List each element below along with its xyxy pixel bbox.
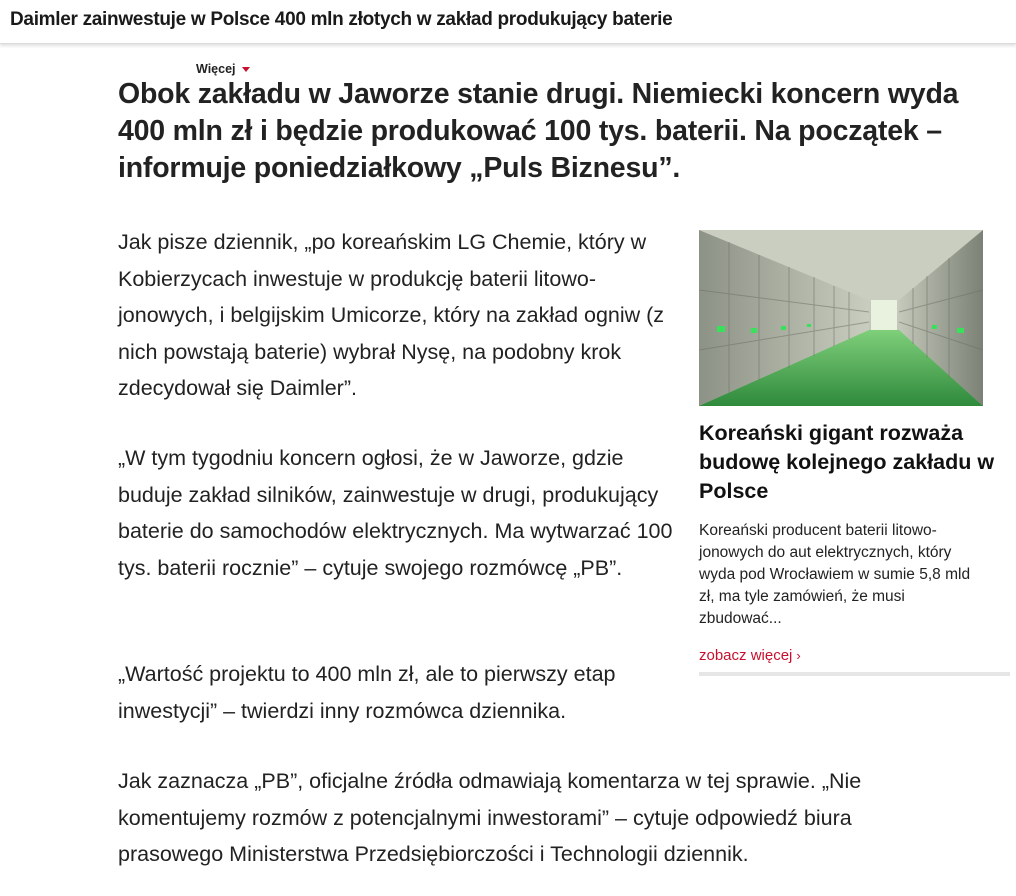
article-paragraph: Jak zaznacza „PB”, oficjalne źródła odmawiają komentarza w tej sprawie. „Nie komentujemy rozmów z potencjalnymi inwestorami” – cytuje odpowiedź biura prasowego Ministerstwa Przedsiębiorczości i Technologii dziennik. <box>118 769 862 866</box>
related-article-title[interactable]: Koreański gigant rozważa budowę kolejnego zakładu w Polsce <box>699 421 995 503</box>
article-lead: Obok zakładu w Jaworze stanie drugi. Niemiecki koncern wyda 400 mln zł i będzie produkować 100 tys. baterii. Na początek – informuje poniedziałkowy „Puls Biznesu”. <box>118 78 959 184</box>
article-paragraph: Jak pisze dziennik, „po koreańskim LG Chemie, który w Kobierzycach inwestuje w produkcję baterii litowo-jonowych, i belgijskim Umicorze, który na zakład ogniw (z nich powstają baterie) wybrał Nysę, na podobny krok zdecydował się Daimler”. <box>118 230 665 400</box>
page-title: Daimler zainwestuje w Polsce 400 mln złotych w zakład produkujący baterie <box>10 9 673 30</box>
article-paragraph: „W tym tygodniu koncern ogłosi, że w Jaworze, gdzie buduje zakład silników, zainwestuje w drugi, produkujący baterie do samochodów elektrycznych. Ma wytwarzać 100 tys. baterii rocznie” – cytuje swojego rozmówcę „PB”. <box>118 446 673 580</box>
see-more-label: zobacz więcej <box>699 647 793 664</box>
more-menu-label: Więcej <box>196 62 236 76</box>
top-bar <box>0 0 1016 44</box>
related-article-description: Koreański producent baterii litowo-jonowych do aut elektrycznych, który wyda pod Wrocławiem w sumie 5,8 mld zł, ma tyle zamówień, że musi zbudować... <box>699 522 971 627</box>
more-menu[interactable] <box>196 62 250 76</box>
chevron-right-icon: › <box>796 648 801 663</box>
see-more-link[interactable] <box>699 647 801 664</box>
article-paragraph: „Wartość projektu to 400 mln zł, ale to pierwszy etap inwestycji” – twierdzi inny rozmówca dziennika. <box>118 662 616 723</box>
related-article-box <box>699 230 1010 676</box>
caret-down-icon <box>242 67 250 72</box>
related-article-image[interactable] <box>699 230 983 406</box>
server-room-photo <box>699 230 983 406</box>
divider <box>699 672 1010 676</box>
